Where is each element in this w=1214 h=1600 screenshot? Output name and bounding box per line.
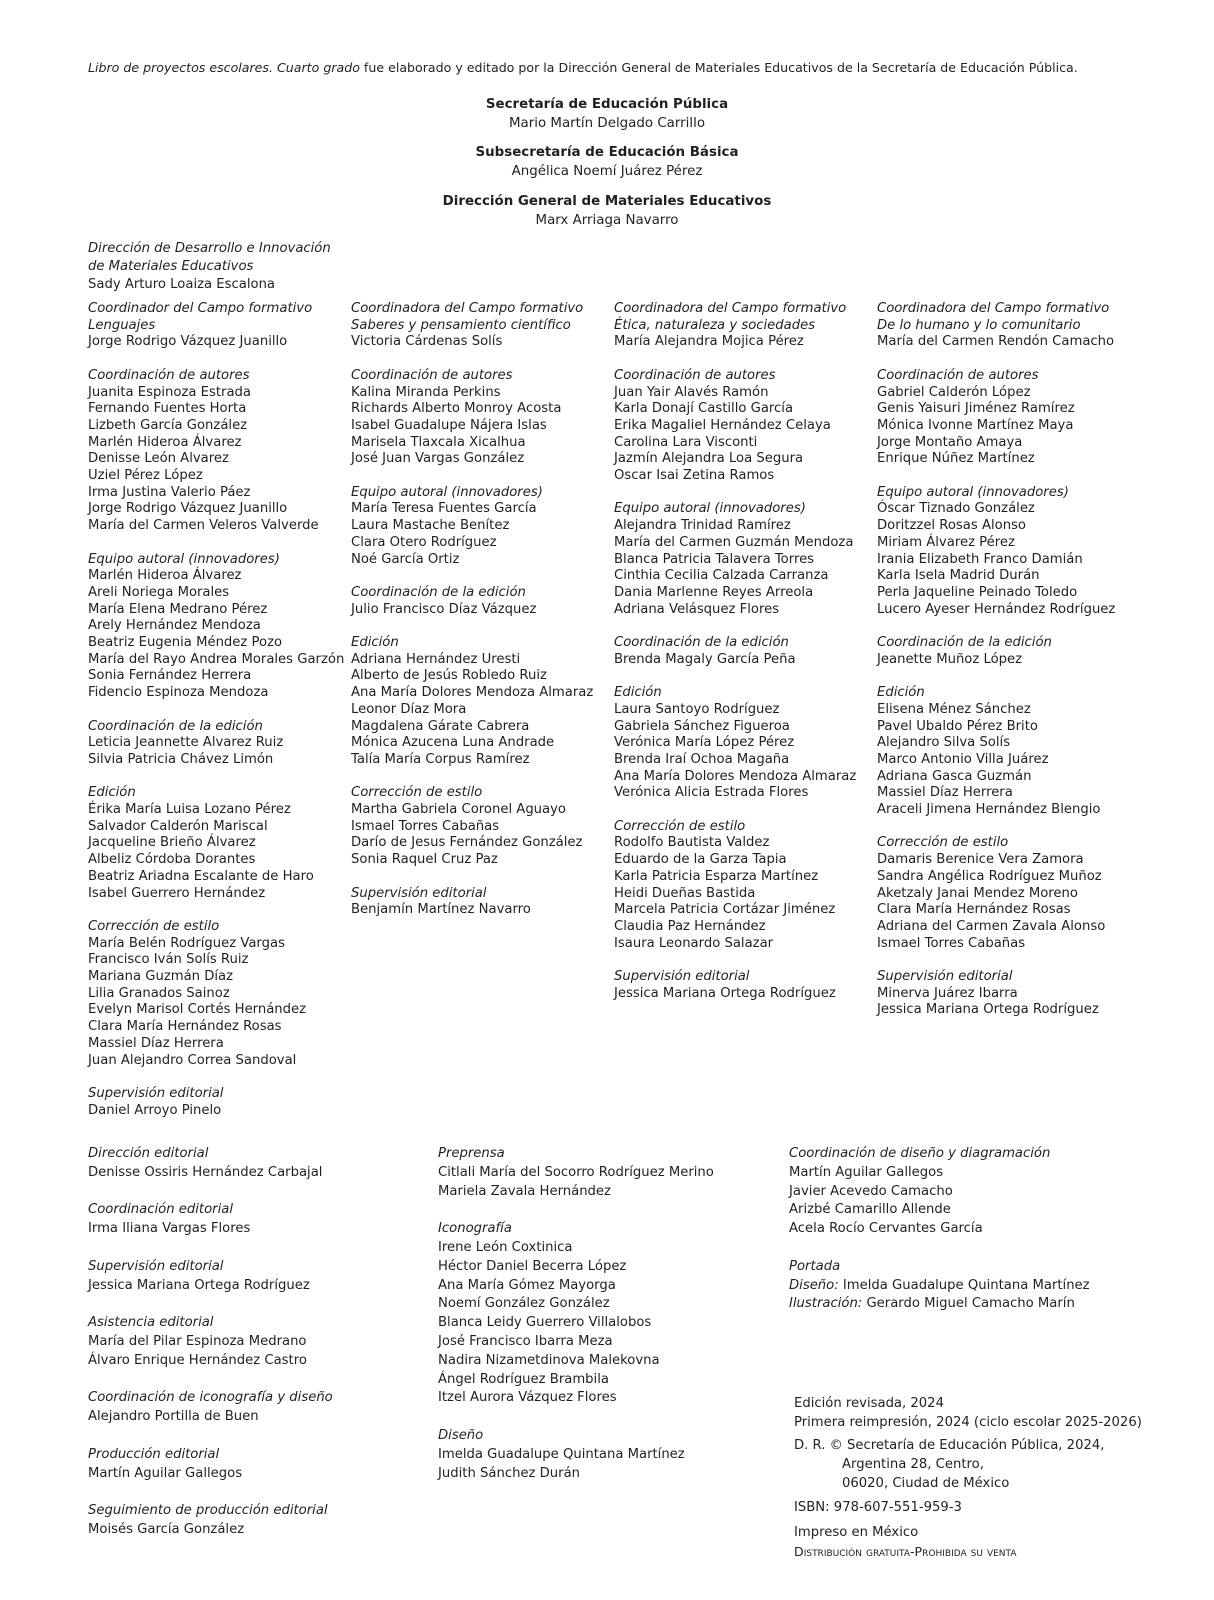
section-title: Coordinador del Campo formativo — [88, 301, 313, 316]
person-name: Isabel Guadalupe Nájera Islas — [351, 417, 547, 433]
person-name: Dania Marlenne Reyes Arreola — [614, 584, 814, 600]
person-name: Doritzzel Rosas Alonso — [877, 518, 1026, 534]
person-name: Héctor Daniel Becerra López — [438, 1258, 627, 1274]
design-sections — [789, 1145, 1199, 1239]
authority-title: Dirección General de Materiales Educativos — [442, 194, 772, 209]
copyright-line: D. R. © Secretaría de Educación Pública, 2024, — [794, 1438, 1105, 1453]
section-supervision-editorial — [88, 1258, 428, 1296]
section-title: Producción editorial — [88, 1446, 220, 1462]
section-subtitle: Ética, naturaleza y sociedades — [614, 317, 816, 333]
person-name: Ana María Dolores Mendoza Almaraz — [351, 685, 594, 701]
person-name: Jorge Rodrigo Vázquez Juanillo — [88, 501, 288, 517]
section-subtitle: Saberes y pensamiento científico — [351, 317, 571, 333]
person-name: Karla Isela Madrid Durán — [877, 568, 1040, 584]
person-name: Lilia Granados Sainoz — [88, 985, 230, 1001]
authority-name: Marx Arriaga Navarro — [535, 213, 679, 228]
person-name: Karla Donají Castillo García — [614, 401, 794, 417]
section-coordinacion-de-la-edicion — [877, 635, 1139, 668]
person-name: Sonia Raquel Cruz Paz — [351, 852, 498, 868]
person-name: Isabel Guerrero Hernández — [88, 885, 266, 901]
person-name: Álvaro Enrique Hernández Castro — [88, 1352, 307, 1368]
person-name: Jessica Mariana Ortega Rodríguez — [88, 1277, 310, 1293]
person-name: Adriana Hernández Uresti — [351, 651, 521, 667]
person-name: Araceli Jimena Hernández Blengio — [877, 802, 1101, 818]
prepress-column — [438, 1145, 784, 1483]
section-title: Coordinación editorial — [88, 1202, 233, 1218]
section-title: Coordinación de la edición — [351, 584, 526, 600]
person-name: Mónica Azucena Luna Andrade — [351, 735, 555, 751]
design-column — [789, 1145, 1199, 1314]
person-name: Jorge Montaño Amaya — [877, 434, 1023, 450]
person-name: Leonor Díaz Mora — [351, 701, 467, 717]
section-title: Preprensa — [438, 1146, 505, 1161]
person-name: Darío de Jesus Fernández González — [351, 835, 583, 851]
section-title: Edición — [614, 685, 662, 701]
person-name: Alejandro Silva Solís — [877, 735, 1011, 751]
section-supervision-editorial — [88, 1086, 350, 1119]
person-name: Adriana Velásquez Flores — [614, 601, 780, 617]
person-name: Clara María Hernández Rosas — [877, 902, 1071, 918]
section-coordinadora-del-campo-formativo — [614, 301, 876, 351]
person-name: Denisse Ossiris Hernández Carbajal — [88, 1164, 323, 1180]
section-supervision-editorial — [614, 969, 876, 1002]
person-name: Marlén Hideroa Álvarez — [88, 434, 242, 450]
section-title: Edición — [877, 685, 925, 701]
person-name: Carolina Lara Visconti — [614, 434, 758, 450]
section-edicion — [614, 685, 876, 802]
section-subtitle: De lo humano y lo comunitario — [877, 317, 1081, 333]
section-title: Coordinación de autores — [88, 367, 250, 383]
person-name: Marco Antonio Villa Juárez — [877, 751, 1049, 767]
section-edicion — [351, 635, 613, 769]
authority-sep — [0, 95, 1214, 133]
person-name: Julio Francisco Díaz Vázquez — [351, 601, 537, 617]
publication-info — [794, 1394, 1204, 1561]
person-name: Lucero Ayeser Hernández Rodríguez — [877, 601, 1116, 617]
section-title: Dirección editorial — [88, 1146, 209, 1161]
person-name: Marcela Patricia Cortázar Jiménez — [614, 902, 836, 918]
section-title: Asistencia editorial — [88, 1315, 214, 1331]
person-name: María Elena Medrano Pérez — [88, 601, 268, 617]
person-name: Lizbeth García González — [88, 417, 248, 433]
printed-line: Impreso en México — [794, 1525, 919, 1540]
person-name: Juanita Espinoza Estrada — [88, 384, 251, 400]
person-name: Erika Magaliel Hernández Celaya — [614, 417, 831, 433]
address-line: 06020, Ciudad de México — [842, 1476, 1010, 1491]
person-name: Massiel Díaz Herrera — [88, 1035, 224, 1051]
person-name: Sonia Fernández Herrera — [88, 668, 252, 684]
person-name: Clara Otero Rodríguez — [351, 534, 497, 550]
portada-illustration: Ilustración: Gerardo Miguel Camacho Marín — [789, 1296, 1075, 1312]
person-name: Victoria Cárdenas Solís — [351, 334, 503, 350]
section-title: Supervisión editorial — [351, 885, 487, 901]
person-name: Noemí González González — [438, 1296, 610, 1312]
person-name: Beatriz Ariadna Escalante de Haro — [88, 868, 314, 884]
person-name: Jacqueline Brieño Álvarez — [88, 835, 256, 851]
person-name: Francisco Iván Solís Ruiz — [88, 952, 249, 968]
person-name: Isaura Leonardo Salazar — [614, 935, 774, 951]
person-name: Benjamín Martínez Navarro — [351, 902, 531, 918]
person-name: Nadira Nizametdinova Malekovna — [438, 1352, 660, 1368]
section-title: Dirección de Desarrollo e Innovación — [88, 241, 331, 256]
person-name: Gabriel Calderón López — [877, 384, 1031, 400]
person-name: Jazmín Alejandra Loa Segura — [614, 451, 804, 467]
person-name: Ana María Dolores Mendoza Almaraz — [614, 768, 857, 784]
person-name: Evelyn Marisol Cortés Hernández — [88, 1002, 307, 1018]
section-correccion-de-estilo — [351, 785, 613, 869]
person-name: Beatriz Eugenia Méndez Pozo — [88, 635, 283, 651]
person-name: Ismael Torres Cabañas — [877, 935, 1026, 951]
person-name: Itzel Aurora Vázquez Flores — [438, 1390, 617, 1406]
section-coordinacion-de-autores — [88, 368, 350, 535]
person-name: Adriana del Carmen Zavala Alonso — [877, 918, 1106, 934]
person-name: Citlali María del Socorro Rodríguez Merino — [438, 1164, 714, 1180]
person-name: Noé García Ortiz — [351, 551, 460, 567]
person-name: María del Carmen Guzmán Mendoza — [614, 534, 854, 550]
person-name: Leticia Jeannette Alvarez Ruiz — [88, 735, 284, 751]
person-name: Alejandra Trinidad Ramírez — [614, 518, 791, 534]
credits-column-lenguajes — [88, 301, 350, 1119]
person-name: Jorge Rodrigo Vázquez Juanillo — [88, 334, 288, 350]
person-name: María del Carmen Rendón Camacho — [877, 334, 1115, 350]
section-preprensa — [438, 1145, 784, 1201]
section-correccion-de-estilo — [614, 819, 876, 953]
person-name: Irene León Coxtinica — [438, 1239, 573, 1255]
section-title: Corrección de estilo — [614, 818, 746, 834]
person-name: María del Pilar Espinoza Medrano — [88, 1333, 307, 1349]
section-seguimiento-de-produccion-editorial — [88, 1502, 428, 1540]
section-supervision-editorial — [351, 886, 613, 919]
person-name: Martín Aguilar Gallegos — [789, 1164, 944, 1180]
section-correccion-de-estilo — [88, 919, 350, 1069]
person-name: Juan Alejandro Correa Sandoval — [88, 1052, 297, 1068]
editorial-column — [88, 1145, 428, 1540]
address-line: Argentina 28, Centro, — [842, 1457, 984, 1472]
person-name: Óscar Tiznado González — [877, 501, 1035, 517]
section-title: Coordinación de autores — [877, 367, 1039, 383]
person-name: Kalina Miranda Perkins — [351, 384, 501, 400]
person-name: Blanca Patricia Talavera Torres — [614, 551, 815, 567]
person-name: Pavel Ubaldo Pérez Brito — [877, 718, 1038, 734]
section-edicion — [88, 785, 350, 902]
person-name: Clara María Hernández Rosas — [88, 1019, 282, 1035]
person-name: Enrique Núñez Martínez — [877, 451, 1035, 467]
person-name: Moisés García González — [88, 1521, 245, 1537]
section-coordinador-del-campo-formativo — [88, 301, 350, 351]
section-title: Edición — [351, 635, 399, 650]
section-coordinacion-de-iconografia-y-diseno — [88, 1389, 428, 1427]
person-name: Brenda Iraí Ochoa Magaña — [614, 751, 790, 767]
distribution-line: Distribución gratuita-Prohibida su venta — [794, 1544, 1017, 1559]
person-name: Alberto de Jesús Robledo Ruiz — [351, 668, 547, 684]
person-name: Sady Arturo Loaiza Escalona — [88, 277, 276, 292]
person-name: Heidi Dueñas Bastida — [614, 885, 756, 901]
person-name: Acela Rocío Cervantes García — [789, 1221, 983, 1237]
section-title: Coordinación de autores — [351, 367, 513, 383]
edition-line: Edición revisada, 2024 — [794, 1396, 944, 1411]
person-name: Arizbé Camarillo Allende — [789, 1202, 951, 1218]
person-name: Gabriela Sánchez Figueroa — [614, 718, 790, 734]
intro-text: fue elaborado y editado por la Dirección General de Materiales Educativos de la Secretaría de Educación Pública. — [359, 60, 1078, 75]
section-title: Equipo autoral (innovadores) — [351, 484, 543, 500]
section-title: de Materiales Educativos — [88, 259, 254, 274]
credits-column-etica — [614, 301, 876, 1002]
intro-statement — [88, 60, 1168, 75]
person-name: Juan Yair Alavés Ramón — [614, 384, 769, 400]
person-name: Érika María Luisa Lozano Pérez — [88, 802, 291, 818]
section-supervision-editorial — [877, 969, 1139, 1019]
person-name: Laura Mastache Benítez — [351, 518, 510, 534]
section-diseno — [438, 1427, 784, 1483]
section-coordinacion-de-autores — [614, 368, 876, 485]
person-name: Mónica Ivonne Martínez Maya — [877, 417, 1074, 433]
person-name: María del Carmen Veleros Valverde — [88, 518, 319, 534]
section-title: Seguimiento de producción editorial — [88, 1503, 328, 1519]
section-produccion-editorial — [88, 1446, 428, 1484]
person-name: Talía María Corpus Ramírez — [351, 751, 530, 767]
person-name: Ismael Torres Cabañas — [351, 818, 500, 834]
section-title: Corrección de estilo — [877, 835, 1009, 851]
person-name: Claudia Paz Hernández — [614, 918, 766, 934]
section-asistencia-editorial — [88, 1314, 428, 1370]
person-name: Fidencio Espinoza Mendoza — [88, 685, 269, 701]
credits-column-humano — [877, 301, 1139, 1019]
person-name: Minerva Juárez Ibarra — [877, 985, 1018, 1001]
person-name: Brenda Magaly García Peña — [614, 651, 796, 667]
person-name: Denisse León Alvarez — [88, 451, 229, 467]
section-title: Coordinación de la edición — [614, 635, 789, 651]
person-name: Damaris Berenice Vera Zamora — [877, 852, 1084, 868]
section-coordinacion-de-la-edicion — [614, 635, 876, 668]
person-name: María Belén Rodríguez Vargas — [88, 935, 285, 951]
person-name: Mariela Zavala Hernández — [438, 1183, 611, 1199]
section-title: Coordinadora del Campo formativo — [351, 301, 584, 316]
person-name: Javier Acevedo Camacho — [789, 1183, 953, 1199]
person-name: Martha Gabriela Coronel Aguayo — [351, 802, 566, 818]
person-name: Imelda Guadalupe Quintana Martínez — [438, 1446, 685, 1462]
person-name: Elisena Ménez Sánchez — [877, 701, 1031, 717]
section-title: Coordinadora del Campo formativo — [614, 301, 847, 316]
person-name: Arely Hernández Mendoza — [88, 618, 261, 634]
section-direccion-editorial — [88, 1145, 428, 1183]
person-name: María Teresa Fuentes García — [351, 501, 537, 517]
section-coordinadora-del-campo-formativo — [351, 301, 613, 351]
person-name: Perla Jaqueline Peinado Toledo — [877, 584, 1078, 600]
person-name: Richards Alberto Monroy Acosta — [351, 401, 562, 417]
direccion-desarrollo — [88, 240, 350, 294]
person-name: Aketzaly Janai Mendez Moreno — [877, 885, 1078, 901]
section-coordinacion-de-diseno-y-diagramacion — [789, 1145, 1199, 1239]
person-name: Jeanette Muñoz López — [877, 651, 1023, 667]
person-name: Albeliz Córdoba Dorantes — [88, 852, 256, 868]
section-iconografia — [438, 1220, 784, 1408]
person-name: Fernando Fuentes Horta — [88, 401, 247, 417]
section-title: Supervisión editorial — [877, 969, 1013, 985]
person-name: Marlén Hideroa Álvarez — [88, 568, 242, 584]
section-coordinacion-de-autores — [877, 368, 1139, 468]
section-coordinacion-de-la-edicion — [88, 719, 350, 769]
person-name: Verónica María López Pérez — [614, 735, 795, 751]
person-name: Irania Elizabeth Franco Damián — [877, 551, 1083, 567]
isbn-line: ISBN: 978-607-551-959-3 — [794, 1500, 962, 1515]
section-title: Edición — [88, 785, 136, 801]
section-coordinacion-editorial — [88, 1201, 428, 1239]
section-title: Equipo autoral (innovadores) — [88, 551, 280, 567]
person-name: Salvador Calderón Mariscal — [88, 818, 268, 834]
person-name: Irma Justina Valerio Páez — [88, 484, 251, 500]
section-title: Supervisión editorial — [88, 1258, 224, 1274]
section-coordinadora-del-campo-formativo — [877, 301, 1139, 351]
section-title: Diseño — [438, 1427, 484, 1443]
person-name: Irma Iliana Vargas Flores — [88, 1221, 251, 1237]
section-title: Coordinación de autores — [614, 367, 776, 383]
section-title: Coordinación de la edición — [88, 718, 263, 734]
portada-title: Portada — [789, 1258, 841, 1274]
book-title: Libro de proyectos escolares. Cuarto grado — [88, 60, 360, 75]
person-name: Miriam Álvarez Pérez — [877, 534, 1015, 550]
person-name: Ángel Rodríguez Brambila — [438, 1371, 609, 1387]
authority-name: Angélica Noemí Juárez Pérez — [511, 164, 703, 179]
section-subtitle: Lenguajes — [88, 317, 156, 333]
section-correccion-de-estilo — [877, 835, 1139, 952]
person-name: Cinthia Cecilia Calzada Carranza — [614, 568, 829, 584]
section-title: Equipo autoral (innovadores) — [877, 484, 1069, 500]
person-name: Jessica Mariana Ortega Rodríguez — [877, 1002, 1099, 1018]
person-name: Areli Noriega Morales — [88, 584, 230, 600]
credits-column-saberes — [351, 301, 613, 919]
person-name: Marisela Tlaxcala Xicalhua — [351, 434, 526, 450]
person-name: Alejandro Portilla de Buen — [88, 1409, 259, 1425]
authority-dgme — [0, 192, 1214, 230]
person-name: Judith Sánchez Durán — [438, 1465, 581, 1481]
person-name: Karla Patricia Esparza Martínez — [614, 868, 819, 884]
portada-design: Diseño: Imelda Guadalupe Quintana Martínez — [789, 1277, 1090, 1293]
person-name: Uziel Pérez López — [88, 468, 203, 484]
section-title: Corrección de estilo — [351, 785, 483, 801]
person-name: Adriana Gasca Guzmán — [877, 768, 1032, 784]
section-title: Coordinación de iconografía y diseño — [88, 1390, 333, 1406]
section-title: Corrección de estilo — [88, 918, 220, 934]
section-title: Iconografía — [438, 1221, 512, 1237]
section-equipo-autoral-innovadores — [351, 485, 613, 569]
person-name: Eduardo de la Garza Tapia — [614, 852, 787, 868]
section-title: Coordinación de diseño y diagramación — [789, 1146, 1051, 1161]
person-name: Genis Yaisuri Jiménez Ramírez — [877, 401, 1075, 417]
section-equipo-autoral-innovadores — [614, 501, 876, 618]
section-title: Equipo autoral (innovadores) — [614, 501, 806, 517]
person-name: Silvia Patricia Chávez Limón — [88, 751, 274, 767]
section-title: Supervisión editorial — [614, 969, 750, 985]
authority-subsecretaria — [0, 143, 1214, 181]
section-coordinacion-de-la-edicion — [351, 585, 613, 618]
authority-title: Subsecretaría de Educación Básica — [475, 145, 739, 160]
person-name: Laura Santoyo Rodríguez — [614, 701, 780, 717]
person-name: María del Rayo Andrea Morales Garzón — [88, 651, 345, 667]
person-name: Jessica Mariana Ortega Rodríguez — [614, 985, 836, 1001]
person-name: Blanca Leidy Guerrero Villalobos — [438, 1315, 652, 1331]
authority-name: Mario Martín Delgado Carrillo — [508, 116, 706, 131]
person-name: Rodolfo Bautista Valdez — [614, 835, 770, 851]
person-name: Massiel Díaz Herrera — [877, 785, 1013, 801]
reprint-line: Primera reimpresión, 2024 (ciclo escolar 2025-2026) — [794, 1415, 1142, 1430]
authority-title: Secretaría de Educación Pública — [485, 97, 729, 112]
person-name: Oscar Isai Zetina Ramos — [614, 468, 775, 484]
section-equipo-autoral-innovadores — [88, 552, 350, 702]
person-name: María Alejandra Mojica Pérez — [614, 334, 804, 350]
section-edicion — [877, 685, 1139, 819]
person-name: José Juan Vargas González — [351, 451, 525, 467]
person-name: Ana María Gómez Mayorga — [438, 1277, 616, 1293]
section-coordinacion-de-autores — [351, 368, 613, 468]
section-title: Coordinadora del Campo formativo — [877, 301, 1110, 316]
person-name: Sandra Angélica Rodríguez Muñoz — [877, 868, 1102, 884]
section-title: Supervisión editorial — [88, 1085, 224, 1101]
person-name: Mariana Guzmán Díaz — [88, 969, 234, 985]
person-name: Verónica Alicia Estrada Flores — [614, 785, 809, 801]
person-name: Martín Aguilar Gallegos — [88, 1465, 243, 1481]
person-name: Magdalena Gárate Cabrera — [351, 718, 530, 734]
person-name: Daniel Arroyo Pinelo — [88, 1102, 222, 1118]
section-title: Coordinación de la edición — [877, 635, 1052, 651]
person-name: José Francisco Ibarra Meza — [438, 1333, 613, 1349]
section-equipo-autoral-innovadores — [877, 485, 1139, 619]
